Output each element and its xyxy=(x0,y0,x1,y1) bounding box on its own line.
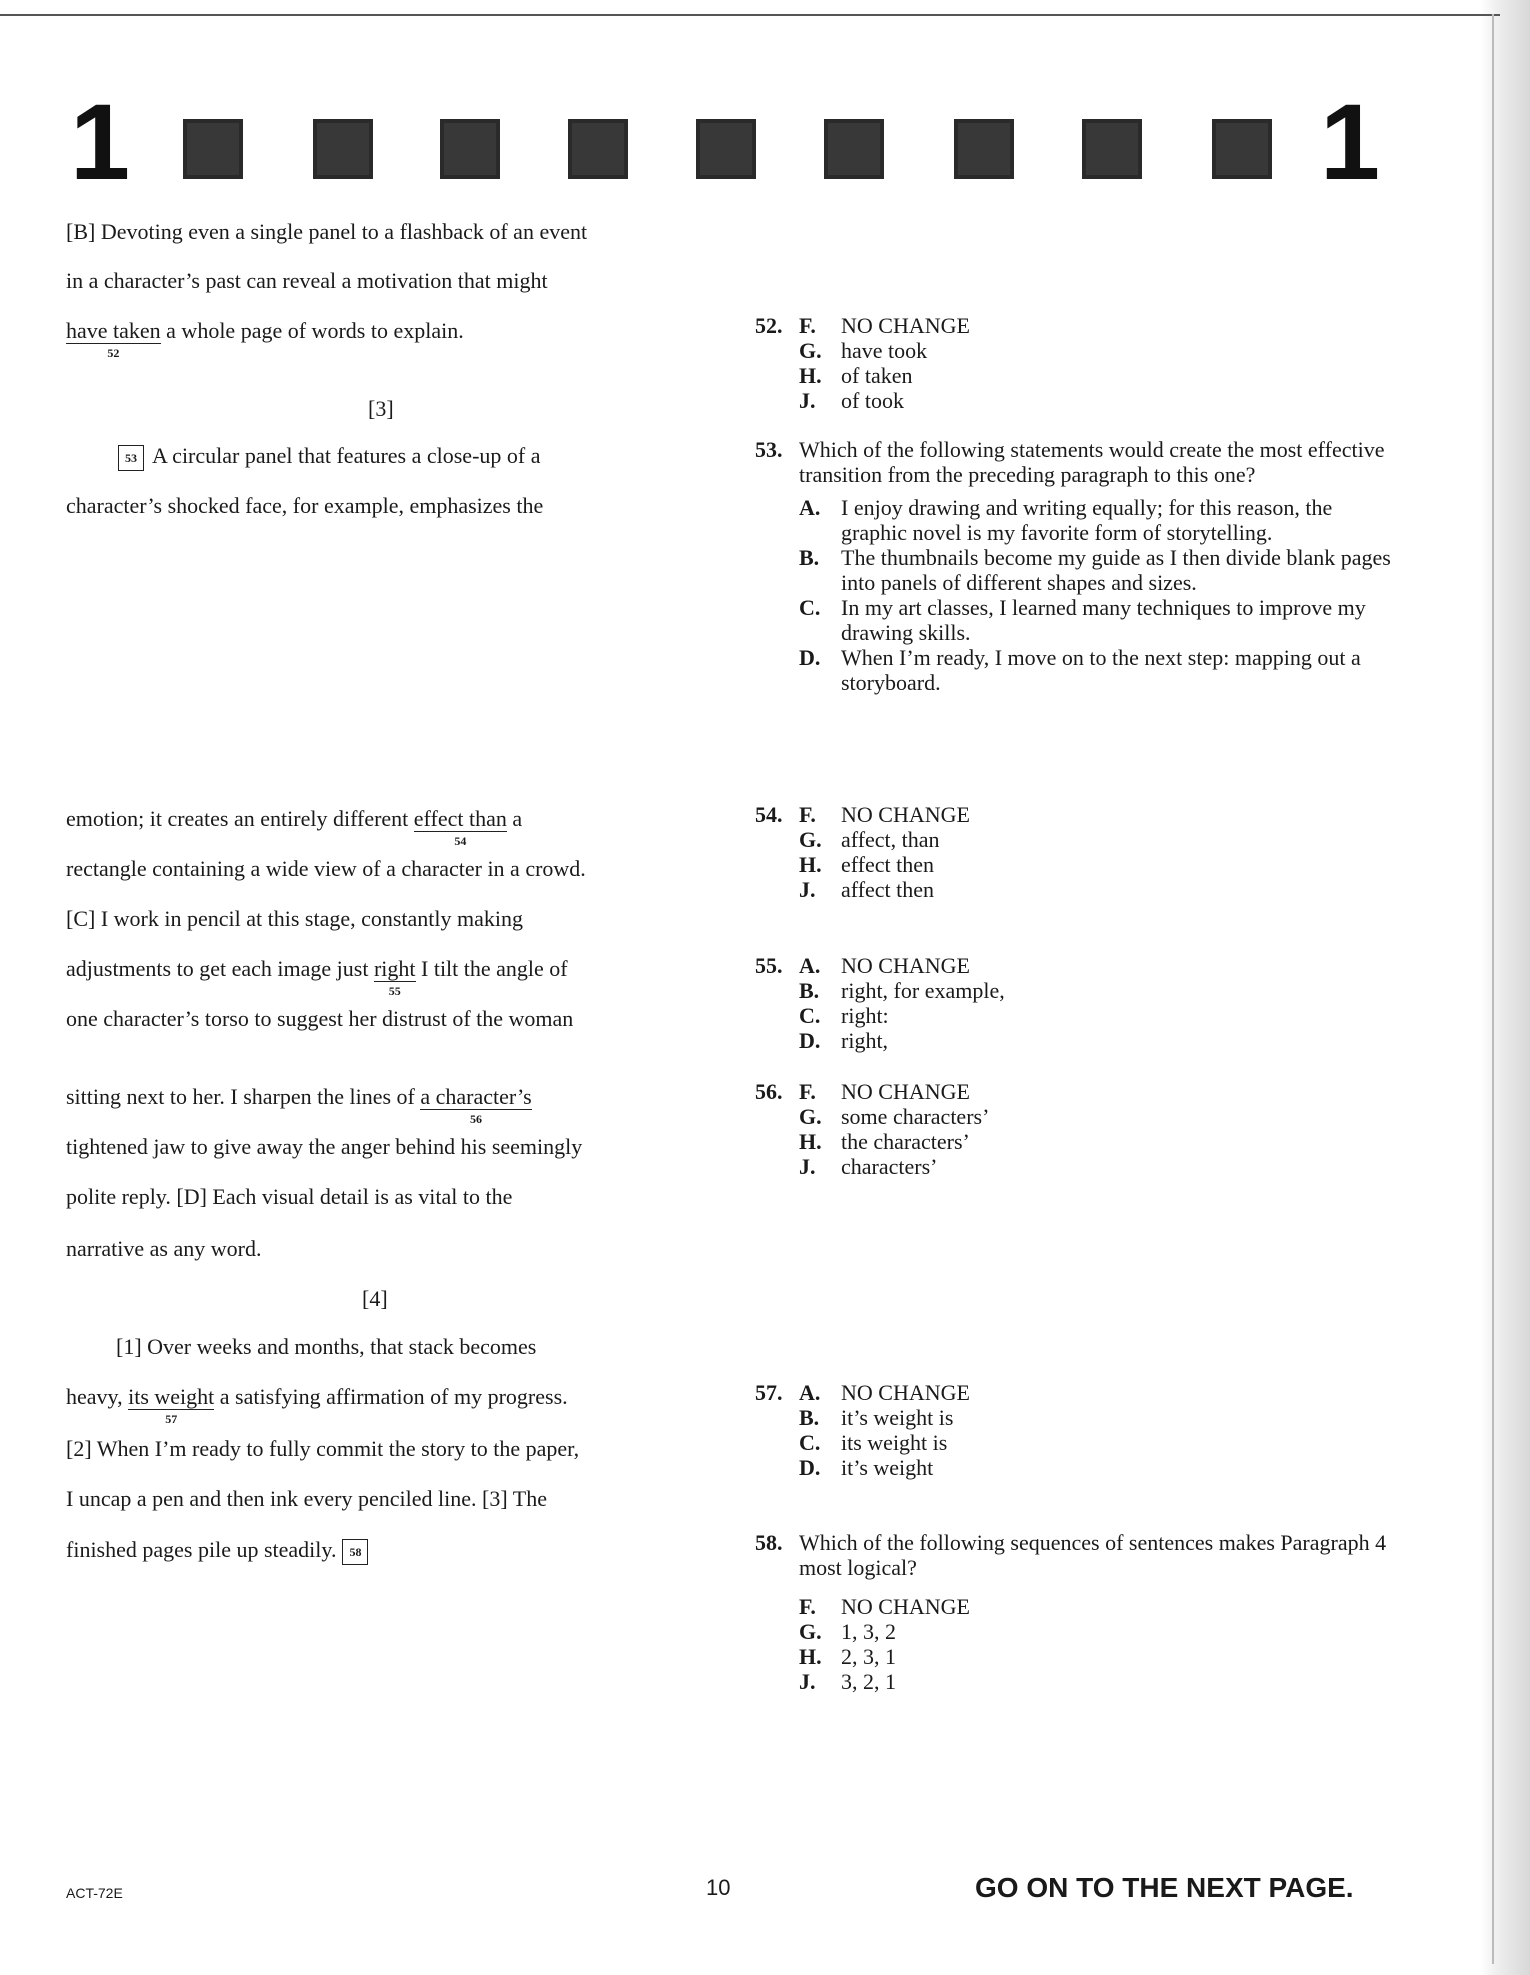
question-box-58: 58 xyxy=(342,1539,368,1565)
page-number: 10 xyxy=(706,1875,731,1900)
line-text: heavy, xyxy=(66,1384,129,1409)
answer-option[interactable]: D. it’s weight xyxy=(799,1455,934,1480)
passage-line xyxy=(66,1184,512,1210)
passage-line xyxy=(66,1236,261,1262)
answer-option[interactable]: G. have took xyxy=(799,338,928,363)
answer-option[interactable]: J. characters’ xyxy=(799,1154,938,1179)
line-text: finished pages pile up steadily. xyxy=(66,1537,337,1562)
question-52 xyxy=(755,313,1395,413)
question-55 xyxy=(755,953,1395,1053)
passage-line xyxy=(66,318,464,360)
question-number-57: 57 xyxy=(165,1412,178,1426)
line-text: I tilt the angle of xyxy=(415,956,568,981)
header-square xyxy=(313,119,373,179)
passage-line xyxy=(66,1436,579,1462)
answer-option[interactable]: B. The thumbnails become my guide as I then divide blank pages into panels of different shapes and sizes. xyxy=(799,545,1391,595)
answer-option[interactable]: D. When I’m ready, I move on to the next step: mapping out a storyboard. xyxy=(799,645,1361,695)
paragraph-label-4: [4] xyxy=(362,1286,388,1311)
header-square xyxy=(954,119,1014,179)
question-number: 53. xyxy=(755,437,783,462)
line-text: A circular panel that features a close-up of a xyxy=(152,443,541,468)
line-text: tightened jaw to give away the anger behind his seemingly xyxy=(66,1134,583,1159)
answer-option[interactable]: H. of taken xyxy=(799,363,913,388)
line-text: polite reply. [D] Each visual detail is as vital to the xyxy=(66,1184,513,1209)
answer-option[interactable]: J. of took xyxy=(799,388,904,413)
answer-option[interactable]: B. right, for example, xyxy=(799,978,1005,1003)
header-square xyxy=(440,119,500,179)
passage-line xyxy=(66,1006,573,1032)
passage-line xyxy=(118,443,540,471)
passage-line xyxy=(66,1537,368,1565)
question-57 xyxy=(755,1380,1395,1480)
passage-line xyxy=(66,806,523,848)
line-text: in a character’s past can reveal a motivation that might xyxy=(66,268,548,293)
question-number-52: 52 xyxy=(107,346,120,360)
line-text: a satisfying affirmation of my progress. xyxy=(214,1384,568,1409)
question-number: 52. xyxy=(755,313,783,338)
line-text: rectangle containing a wide view of a character in a crowd. xyxy=(66,856,586,881)
question-number-56: 56 xyxy=(470,1112,483,1126)
answer-option[interactable]: G. 1, 3, 2 xyxy=(799,1619,896,1644)
right-rule xyxy=(1492,14,1494,1964)
answer-option[interactable]: A. NO CHANGE xyxy=(799,1380,970,1405)
line-text: [C] I work in pencil at this stage, constantly making xyxy=(66,906,524,931)
underlined-portion-54: effect than 54 xyxy=(413,806,507,848)
question-box-53: 53 xyxy=(118,445,144,471)
underlined-portion-52: have taken 52 xyxy=(66,318,161,360)
question-number: 58. xyxy=(755,1530,783,1555)
line-text: one character’s torso to suggest her distrust of the woman xyxy=(66,1006,574,1031)
line-text: a xyxy=(506,806,523,831)
passage-line xyxy=(66,493,543,519)
answer-option[interactable]: H. 2, 3, 1 xyxy=(799,1644,896,1669)
line-text: adjustments to get each image just xyxy=(66,956,374,981)
passage-line xyxy=(116,1334,536,1360)
question-54 xyxy=(755,802,1395,902)
answer-option[interactable]: J. affect then xyxy=(799,877,935,902)
page-edge-shadow xyxy=(1480,0,1530,1975)
line-text: [2] When I’m ready to fully commit the story to the paper, xyxy=(66,1436,580,1461)
underlined-portion-56: a character’s 56 xyxy=(420,1084,532,1126)
answer-option[interactable]: C. In my art classes, I learned many techniques to improve my drawing skills. xyxy=(799,595,1366,645)
question-stem: Which of the following sequences of sentences makes Paragraph 4 most logical? xyxy=(799,1530,1387,1580)
passage-line xyxy=(66,906,523,932)
passage-line xyxy=(66,956,568,998)
answer-option[interactable]: C. right: xyxy=(799,1003,889,1028)
answer-option[interactable]: A. I enjoy drawing and writing equally; for this reason, the graphic novel is my favorite form of storytelling. xyxy=(799,495,1333,545)
underlined-portion-57: its weight 57 xyxy=(128,1384,215,1426)
answer-option[interactable]: J. 3, 2, 1 xyxy=(799,1669,896,1694)
answer-option[interactable]: A. NO CHANGE xyxy=(799,953,970,978)
header-square xyxy=(1082,119,1142,179)
answer-option[interactable]: H. the characters’ xyxy=(799,1129,970,1154)
passage-line xyxy=(66,856,586,882)
paragraph-label-3: [3] xyxy=(368,396,394,421)
answer-option[interactable]: G. affect, than xyxy=(799,827,940,852)
passage-line xyxy=(66,268,548,294)
answer-option[interactable]: F. NO CHANGE xyxy=(799,1594,970,1619)
header-square xyxy=(1212,119,1272,179)
question-53 xyxy=(755,437,1395,695)
line-text: I uncap a pen and then ink every penciled line. [3] The xyxy=(66,1486,547,1511)
question-number: 54. xyxy=(755,802,783,827)
question-stem: Which of the following statements would create the most effective transition from the preceding paragraph to this one? xyxy=(799,437,1385,487)
passage-line xyxy=(66,219,587,245)
answer-option[interactable]: C. its weight is xyxy=(799,1430,948,1455)
passage-line xyxy=(66,1084,532,1126)
section-number-right: 1 xyxy=(1320,81,1381,202)
line-text: narrative as any word. xyxy=(66,1236,262,1261)
answer-option[interactable]: B. it’s weight is xyxy=(799,1405,954,1430)
header-square xyxy=(824,119,884,179)
line-text: character’s shocked face, for example, emphasizes the xyxy=(66,493,544,518)
question-number-54: 54 xyxy=(454,834,467,848)
answer-option[interactable]: G. some characters’ xyxy=(799,1104,990,1129)
form-code: ACT-72E xyxy=(66,1885,123,1901)
question-number: 55. xyxy=(755,953,783,978)
line-text: sitting next to her. I sharpen the lines of xyxy=(66,1084,421,1109)
line-text: a whole page of words to explain. xyxy=(160,318,464,343)
question-58 xyxy=(755,1530,1395,1694)
header-square xyxy=(183,119,243,179)
passage-line xyxy=(66,1134,582,1160)
passage-line xyxy=(66,1486,547,1512)
answer-option[interactable]: D. right, xyxy=(799,1028,889,1053)
question-number: 56. xyxy=(755,1079,783,1104)
header-square xyxy=(568,119,628,179)
line-text: emotion; it creates an entirely different xyxy=(66,806,414,831)
question-number: 57. xyxy=(755,1380,783,1405)
top-rule xyxy=(0,14,1500,16)
question-number-55: 55 xyxy=(388,984,401,998)
section-number-left: 1 xyxy=(70,81,131,202)
underlined-portion-55: right 55 xyxy=(373,956,416,998)
passage-line xyxy=(66,1384,568,1426)
answer-option[interactable]: F. NO CHANGE xyxy=(799,313,970,338)
answer-option[interactable]: H. effect then xyxy=(799,852,935,877)
answer-option[interactable]: F. NO CHANGE xyxy=(799,1079,970,1104)
line-text: [B] Devoting even a single panel to a flashback of an event xyxy=(66,219,588,244)
next-page-notice: GO ON TO THE NEXT PAGE. xyxy=(975,1872,1354,1903)
line-text: [1] Over weeks and months, that stack becomes xyxy=(116,1334,537,1359)
question-56 xyxy=(755,1079,1395,1179)
header-square xyxy=(696,119,756,179)
answer-option[interactable]: F. NO CHANGE xyxy=(799,802,970,827)
